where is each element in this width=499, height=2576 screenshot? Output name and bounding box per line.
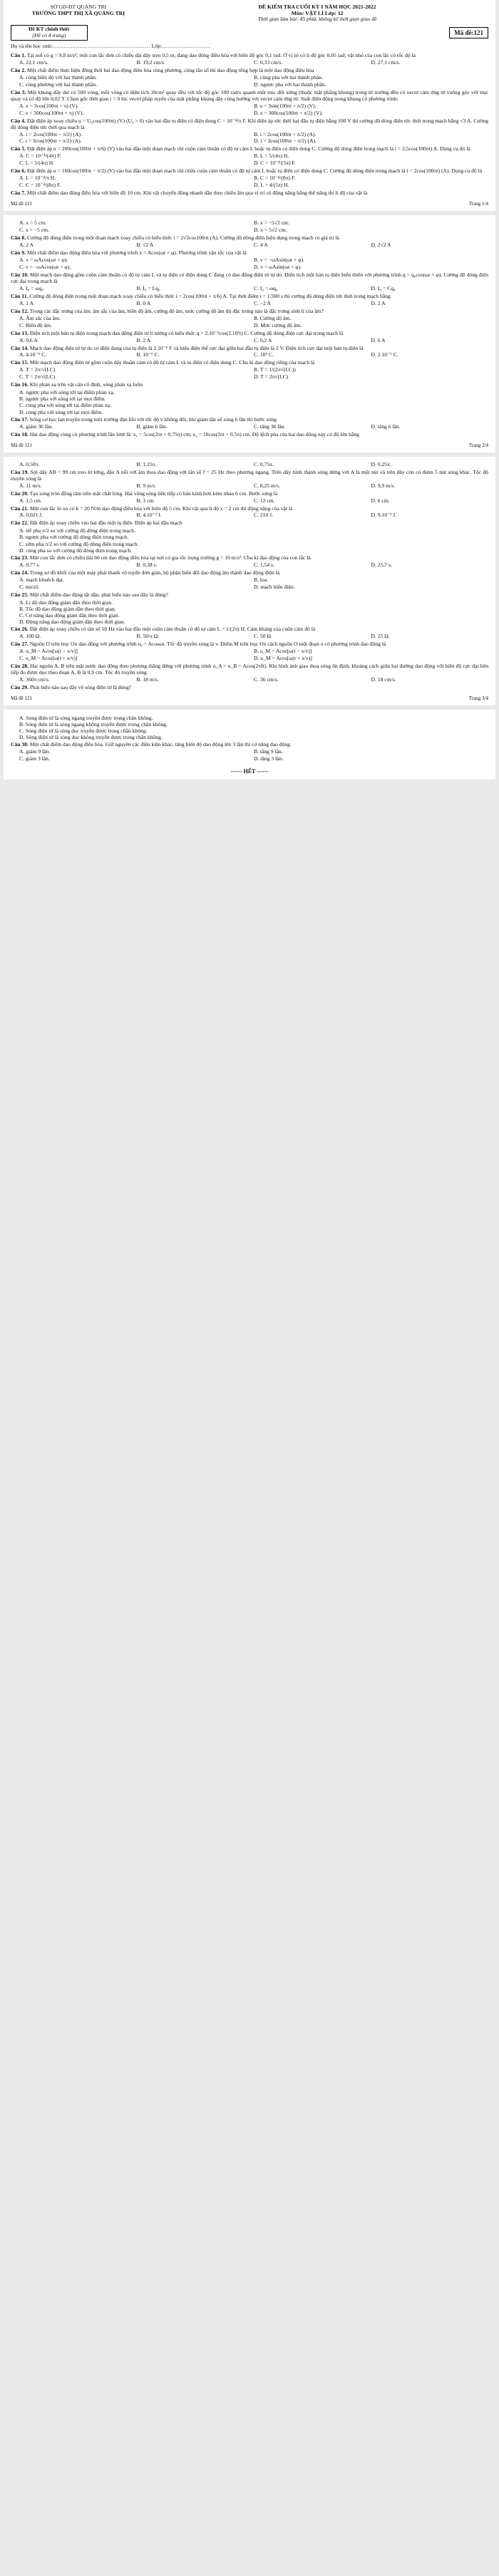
answer-options [19,286,488,292]
answer-option: C. tăng 36 lần. [254,423,286,430]
answer-option: B. i = 2cos(100πt + π/2) (A). [254,130,317,138]
question-text: Một mạch dao động gồm cuộn cảm thuần có độ tự cảm L và tụ điện có điện dung C đang có dao động điện từ tự do. Điện tích một bản tụ điện biến thiên với phương trình q = q₀cos(ωt + φ). Cường độ dòng điện cực đại trong mạch là [11,271,488,284]
answer-option: A. 100 Ω. [19,632,41,639]
question-number: Câu 2. [11,66,26,73]
answer-options [19,562,488,569]
page-footer [11,201,488,207]
answer-option: C. Sóng điện từ là sóng dọc truyền được trong chân không. [19,728,148,735]
question-text: Trong các đặc trưng của âm: âm sắc của âm, biên độ âm, cường độ âm, mức cường độ âm thì đặc trưng nào là đặc trưng sinh lí của âm? [29,307,324,314]
question-text: Khi phản xạ trên vật cản cố định, sóng phản xạ luôn [29,381,143,388]
answer-option: C. 10⁶ C. [254,351,274,358]
answer-option: A. 11 m/s. [19,482,42,489]
question [11,432,488,438]
answer-option: A. 1,5 cm. [19,497,42,504]
answer-option: A. 0,6 A [19,336,38,343]
answer-option: D. 18 cm/s. [371,676,396,683]
answer-option: A. ngược pha với sóng tới tại điểm phản xạ. [19,389,115,396]
answer-option: C. Biên độ âm. [19,321,52,329]
question-number: Câu 26. [11,625,29,632]
question-number: Câu 20. [11,490,29,497]
question [11,346,488,352]
question [11,90,488,103]
answer-option: C. 210 J. [254,512,274,519]
question-text: Một chất điểm dao động tắt dần, phát biểu nào sau đây là đúng? [29,591,168,598]
official-box [11,25,88,41]
question-text: Một chất điểm dao động điều hòa. Giữ nguyên các điều kiện khác, tăng biên độ dao động lên 3 lần thì cơ năng dao động [29,741,290,748]
question-text: Điện tích một bản tụ điện trong mạch dao động điện từ lí tưởng có biểu thức q = 2.10⁻⁶cos(2.10⁶t) C. Cường độ dòng điện cực đại trong mạch là [29,329,344,336]
answer-options [19,715,488,740]
answer-option: C. e = 300cos(100πt + π) (V). [19,109,84,116]
page-footer [11,443,488,448]
question [11,520,488,527]
question-number: Câu 30. [11,741,29,748]
answer-options [19,103,488,117]
answer-option: D. Động năng dao động giảm dần theo thời gian. [19,618,125,625]
answer-option: C. C = 10⁻⁴/(8π) F. [19,182,61,189]
answer-option: A. 2 A [19,242,34,249]
question-text: Một con lắc đơn có chiều dài 60 cm dao động điều hòa tại nơi có gia tốc trọng trường g = 10 m/s². Chu kì dao động của con lắc là [29,554,311,561]
page-footer [11,695,488,701]
answer-option: A. 360π cm/s. [19,676,50,683]
answer-option: B. v = −ωAsin(ωt + φ). [254,257,304,264]
answer-option: D. e = 300cos(100πt + π/2) (V). [254,109,323,116]
question-number: Câu 19. [11,468,29,475]
answer-option: B. L = 5/(4π) H. [254,152,289,160]
question-number: Câu 5. [11,145,26,152]
footer-page-number: Trang 2/4 [468,442,488,448]
student-info-line: Họ và tên học sinh:……………………………………………… Lớp:……………………… [11,43,211,50]
answer-option: A. u_M = Acos[ω(t − x/v)] [19,647,78,654]
answer-options [19,677,488,683]
answer-options [19,577,488,591]
answer-option: A. Sóng điện từ là sóng ngang truyền được trong chân không. [19,714,153,721]
answer-option: A. x = 5 cm. [19,219,47,227]
question-number: Câu 25. [11,591,29,598]
answer-option: D. x = 5√2 cm. [254,227,287,234]
answer-option: B. Sóng điện từ là sóng ngang không truyền được trong chân không. [19,720,168,728]
question [11,491,488,497]
question-number: Câu 13. [11,329,29,336]
answer-option: B. ngược pha với sóng tới tại mọi điểm. [19,395,106,403]
question-number: Câu 17. [11,415,29,423]
answer-options [19,301,488,307]
answer-option: D. C = 10⁻⁴/(5π) F. [254,160,296,167]
answer-option: D. 25 Ω. [371,632,390,639]
question-number: Câu 28. [11,662,29,669]
answer-options [19,648,488,662]
answer-options [19,498,488,505]
exam-code-box: Mã đề:121 [449,27,488,39]
question [11,250,488,257]
question-number: Câu 24. [11,569,29,576]
answer-options [19,462,488,468]
answer-options [19,633,488,640]
answer-option: A. 0,77 s. [19,561,41,568]
answer-option: C. 4 A [254,242,268,249]
answer-option: B. e = 3sin(100πt + π/2) (V). [254,102,317,109]
answer-option: C. 0,2 A [254,336,272,343]
question [11,382,488,388]
question-text: Hai dao động cùng có phương trình lần lượt là: x₁ = 5cos(2πt + 0,75π) cm; x₂ = 10cos(2πt + 0,5π) cm. Độ lệch pha của hai dao động này có độ lớn bằng [29,430,359,438]
question-text: Sợi dây AB = 99 cm treo lơ lửng, đầu A nối với âm thoa dao động với tần số f = 25 Hz theo phương ngang. Trên dây hình thành sóng dừng với A là một nút và trên dây còn có thêm 5 nút sóng khác. Tốc độ truyền sóng là [11,468,488,482]
answer-options [19,175,488,189]
answer-option: C. 0,75π. [254,460,274,467]
answer-option: A. v = ωAcos(ωt + φ). [19,257,68,264]
question-number: Câu 18. [11,430,29,438]
answer-option: B. Cường độ âm. [254,314,292,321]
answer-options [19,424,488,430]
answer-option: D. 2.10⁻⁶ C. [371,351,398,358]
question-text: Một khung dây dẹt có 500 vòng, mỗi vòng có diện tích 30cm² quay đều với tốc độ góc 100 rad/s quanh một trục đối xứng (thuộc mặt phẳng khung) trong từ trường đều có vectơ cảm ứng từ vuông góc với trục quay và có độ lớn 0,02 T. Chọn gốc thời gian t = 0 lúc vectơ pháp tuyến của mặt phẳng khung dây cùng hướng với vectơ cảm ứng từ. Suất điện động trong khung có phương trình: [11,88,488,102]
question [11,309,488,315]
question-text: Đặt điện áp u = 200cos(100πt + π/6) (V) vào hai đầu một đoạn mạch chỉ cuộn cảm thuần có độ tự cảm L hoặc tụ điện có điện dung C. Cường độ dòng điện trong mạch là i = 2,5cos(100πt) A. Dụng cụ đó là [27,145,470,152]
answer-option: B. I₀ = Lq₀ [136,284,160,291]
question-number: Câu 8. [11,234,26,242]
answer-option: D. I₀ = Cq₀ [371,284,396,291]
answer-option: B. 18 m/s. [136,676,159,683]
answer-options [19,153,488,167]
answer-option: D. Mức cường độ âm. [254,321,302,329]
answer-option: C. 36 cm/s. [254,676,279,683]
answer-option: D. T = 2π√(LC) [254,373,289,381]
question-text: Đặt điện áp xoay chiều vào hai đầu một tụ điện. Điện áp hai đầu mạch [29,519,182,527]
question [11,272,488,285]
answer-option: C. 8,25 m/s. [254,482,280,489]
question-number: Câu 7. [11,190,26,197]
question-number: Câu 9. [11,249,26,257]
question-text: Hai nguồn A, B trên mặt nước dao động theo phương thẳng đứng với phương trình u_A = u_B = Acos(2πft). Khi hình ảnh giao thoa sóng ổn định, khoảng cách giữa hai đường dao động với biên độ cực đại liên tiếp đo được dọc theo đoạn A, B là 0,9 cm. Tốc độ truyền sóng [11,662,488,676]
department-name: SỞ GD-ĐT QUẢNG TRỊ [50,4,107,10]
answer-options [19,483,488,490]
answer-option: B. cùng pha với hai thành phần. [254,73,323,81]
answer-options [19,220,488,234]
answer-options [19,316,488,329]
question [11,555,488,562]
question-text: Một chất điểm thực hiện đồng thời hai dao động điều hòa cùng phương, cùng tần số thì dao động tổng hợp là một dao động điều hòa [27,66,314,73]
answer-option: A. trễ pha π/2 so với cường độ dòng điện trong mạch. [19,527,135,534]
exam-page [4,457,495,705]
answer-option: C. I₀ = ωq₀ [254,284,278,291]
answer-option: A. 1 A [19,299,34,306]
answer-option: A. Li độ dao động giảm dần theo thời gian. [19,599,113,606]
question-number: Câu 1. [11,52,26,59]
answer-options [19,242,488,249]
question-number: Câu 4. [11,117,26,124]
answer-option: D. Sóng điện từ là sóng dọc không truyền được trong chân không. [19,734,163,741]
question [11,641,488,648]
answer-option: B. 10⁻⁶ C. [136,351,160,358]
answer-options [19,60,488,66]
question-number: Câu 16. [11,381,29,388]
answer-options [19,512,488,519]
answer-option: C. giảm 3 lần. [19,755,50,762]
question [11,663,488,676]
answer-option: B. 2 A [136,336,151,343]
answer-option: B. C = 10⁻⁴/(8π) F. [254,175,296,182]
question-number: Câu 29. [11,683,29,690]
answer-option: C. sớm pha π/2 so với cường độ dòng điện trong mạch. [19,540,139,547]
question-number: Câu 6. [11,167,26,175]
answer-option: C. 12 cm. [254,497,275,504]
answer-option: B. tăng 9 lần. [254,748,283,755]
question [11,53,488,59]
answer-option: A. giảm 9 lần. [19,748,51,755]
answer-option: A. 0,50π. [19,460,40,467]
footer-exam-code: Mã đề 121 [11,442,32,448]
answer-option: B. u_M = Acos[ω(t − x/v)] [254,647,312,654]
answer-option: D. mạch biến điệu. [254,583,295,590]
answer-option: D. cùng pha so với cường độ dòng điện trong mạch. [19,547,133,554]
question-text: Đặt điện áp u = 160cos(100πt − π/2) (V) vào hai đầu một đoạn mạch chỉ chứa cuộn cảm thuần có độ tự cảm L hoặc tụ điện có điện dung C. Cường độ dòng điện trong mạch là i = 2cos(100πt) (A). Dụng cụ đó là [27,167,483,175]
exam-title: ĐỀ KIỂM TRA CUỐI KỲ I NĂM HỌC 2021-2022 [258,4,376,10]
question-number: Câu 27. [11,640,29,647]
question [11,331,488,337]
end-marker: ------ HẾT ------ [230,768,269,775]
exam-box-row [11,25,488,41]
answer-option: D. 2√2 A [371,242,391,249]
answer-options [19,257,488,271]
answer-options [19,389,488,415]
answer-option: A. 4.10⁻⁶ C. [19,351,47,358]
answer-option: C. i = 3cos(100πt + π/2) (A). [19,138,82,145]
answer-options [19,352,488,358]
answer-option: B. ngược pha với cường độ dòng điện trong mạch. [19,534,129,541]
question [11,146,488,152]
answer-option: D. 9,9 m/s. [371,482,396,489]
school-name: TRƯỜNG THPT THỊ XÃ QUẢNG TRỊ [31,9,125,16]
answer-option: B. giảm 6 lần. [136,423,168,430]
question-text: Đặt điện áp xoay chiều có tần số 50 Hz vào hai đầu một cuộn cảm thuần có độ tự cảm L = 1/(2π) H. Cảm kháng của cuộn cảm đó là [29,625,316,632]
answer-option: C. u_M = Acos[ω(t + x/v)] [19,654,78,661]
answer-option: A. cùng biên độ với hai thành phần. [19,73,97,81]
question-text: Nguồn O trên trục Ox dao động với phương trình u₀ = Acosωt. Tốc độ truyền sóng là v. Điểm M trên trục Ox cách nguồn O một đoạn x có phương trình dao động là [29,640,386,647]
answer-options [19,338,488,344]
question [11,506,488,512]
answer-option: B. 0 A [136,299,151,306]
answer-options [19,749,488,762]
footer-page-number: Trang 3/4 [468,695,488,701]
answer-option: B. 1,25π. [136,460,157,467]
answer-option: C. cùng pha với sóng tới tại điểm phản xạ. [19,402,111,409]
question [11,235,488,242]
answer-option: D. tăng 6 lần. [371,423,401,430]
answer-option: B. 4.10⁻³ J. [136,512,162,519]
question-number: Câu 14. [11,344,29,351]
answer-option: A. I₀ = ωq₀ [19,284,43,291]
question [11,417,488,423]
answer-options [19,132,488,145]
answer-option: D. ngược pha với hai thành phần. [254,81,326,88]
question-text: Sóng cơ học lan truyền trong môi trường đàn hồi với tốc độ v không đổi, khi giảm tần số sóng 6 lần thì bước sóng [29,415,277,423]
answer-option: B. 0,38 s. [136,561,158,568]
answer-option: A. i = 2cos(100πt − π/2) (A). [19,130,82,138]
question-number: Câu 12. [11,307,29,314]
answer-option: D. i = 3cos(100πt − π/2) (A). [254,138,317,145]
question [11,118,488,131]
answer-option: D. cùng pha với sóng tới tại mọi điểm. [19,408,103,415]
question-text: Trong sơ đồ khối của một máy phát thanh vô tuyến đơn giản, bộ phận biến đổi dao động âm thành dao động điện là [29,569,280,576]
answer-option: C. 1,54 s. [254,561,274,568]
question-number: Câu 22. [11,519,29,527]
answer-option: A. mạch khuếch đại. [19,576,64,583]
footer-exam-code: Mã đề 121 [11,201,32,207]
answer-option: C. cùng phương với hai thành phần. [19,81,98,88]
exam-info [146,4,488,23]
question [11,68,488,74]
question [11,470,488,482]
answer-option: A. C = 10⁻⁴/(4π) F. [19,152,61,160]
subject-line: Môn: VẬT LÍ Lớp: 12 [291,9,344,16]
question [11,294,488,300]
answer-option: D. 25,7 s. [371,561,392,568]
question [11,168,488,175]
answer-option: C. L = 5/(4π) H. [19,160,55,167]
answer-option: A. 22,1 cm/s. [19,58,48,66]
answer-option: A. e = 3cos(100πt + π) (V). [19,102,79,109]
answer-option: C. v = −ωAcos(ωt + φ). [19,264,71,271]
question [11,570,488,576]
page-count-label: (Đề có 4 trang) [32,32,66,39]
question [11,360,488,366]
answer-option: A. T = 2π/√(LC) [19,366,56,373]
school-info [11,4,146,23]
answer-option: B. 19,2 cm/s. [136,58,165,66]
answer-option: B. x = −5√2 cm. [254,219,289,227]
question-text: Một chất điểm dao động điều hòa với phương trình x = Acos(ωt + φ). Phương trình vận tốc của vật là [27,249,247,257]
time-line: Thời gian làm bài: 45 phút, không kể thời gian giao đề [257,16,377,23]
question [11,742,488,748]
question-text: Một mạch dao động điện từ gồm cuộn dây thuần cảm có độ tự cảm L và tụ điện có điện dung C. Chu kì dao động riêng của mạch là [29,359,315,366]
answer-option: C. T = 2π/√(LC) [19,373,55,381]
answer-option: D. 27,1 cm/s. [371,58,401,66]
exam-header [11,4,488,23]
question-text: Tại nơi có g = 9,8 m/s²; một con lắc đơn có chiều dài dây treo 0,5 m; đang dao động điều hòa với biên độ góc 0,1 rad. Ở vị trí có li độ góc 0,05 rad; vật nhỏ của con lắc có tốc độ là [26,52,416,59]
answer-option: D. u_M = Acos[ω(t + x/v)] [254,654,312,661]
answer-option: A. giảm 36 lần. [19,423,53,430]
question-text: Tạo sóng tròn đồng tâm trên mặt chất lỏng. Hai vòng sóng liên tiếp có bán kính hơn kém nhau 6 cm. Bước sóng là [29,490,278,497]
answer-option: A. 0,021 J. [19,512,43,519]
question [11,626,488,633]
answer-option: C. 0,33 cm/s. [254,58,283,66]
answer-option: B. Tốc độ dao động giảm dần theo thời gian. [19,605,116,612]
question-text: Một chất điểm dao động điều hòa với biên độ 10 cm. Khi vật chuyển động nhanh dần theo chiều âm qua vị trí có động năng bằng thế năng thì li độ của vật là [27,190,368,197]
question-number: Câu 10. [11,271,29,278]
answer-option: A. L = 10⁻⁴/π H. [19,175,56,182]
question-number: Câu 11. [11,292,29,299]
question-text: Phát biểu nào sau đây về sóng điện từ là đúng? [29,683,132,690]
answer-option: B. loa. [254,576,269,583]
answer-options [19,75,488,88]
answer-option: C. micrô. [19,583,40,590]
answer-option: D. v = ωAsin(ωt + φ). [254,264,302,271]
answer-options [19,367,488,381]
exam-page [4,710,495,780]
answer-option: B. T = 1/(2π√(LC)) [254,366,296,373]
answer-option: D. tăng 3 lần. [254,755,284,762]
question [11,685,488,691]
answer-option: D. 6 cm. [371,497,390,504]
question [11,190,488,197]
answer-option: C. x = −5 cm. [19,227,49,234]
answer-option: B. 3 cm. [136,497,155,504]
answer-option: B. 9 m/s. [136,482,156,489]
answer-option: A. Âm sắc của âm. [19,314,61,321]
footer-page-number: Trang 1/4 [468,201,488,207]
answer-option: C. −2 A [254,299,271,306]
answer-option: B. √2 A [136,242,154,249]
question-text: Cường độ dòng điện trong một đoạn mạch xoay chiều có biểu thức i = 2√2cos100πt (A). Cường độ dòng điện hiệu dụng trong mạch có giá trị là [27,234,339,242]
question-text: Cường độ dòng điện trong một đoạn mạch xoay chiều có biểu thức i = 2cos(100πt + π/6) A. Tại thời điểm t = 1/300 s thì cường độ dòng điện tức thời trong mạch bằng [29,292,391,299]
answer-option: D. L = 4/(5π) H. [254,182,289,189]
question-number: Câu 3. [11,88,26,95]
question-text: Một con lắc lò xo có k = 20 N/m dao động điều hòa với biên độ 5 cm. Khi vật qua li độ x = 2 cm thì động năng của vật là [29,505,293,512]
exam-page [4,215,495,452]
footer-exam-code: Mã đề 121 [11,695,32,701]
question [11,592,488,599]
answer-option: D. 0,25π. [371,460,391,467]
answer-option: C. 50 Ω. [254,632,272,639]
answer-option: B. 50/π Ω. [136,632,160,639]
exam-document [0,0,499,780]
answer-options [19,599,488,625]
question-number: Câu 23. [11,554,29,561]
answer-option: D. 9.10⁻³ J. [371,512,397,519]
question-text: Mạch dao động điện từ tự do có điện dung của tụ điện là 2.10⁻⁶ F và hiệu điện thế cực đại giữa hai đầu tụ điện là 2 V. Điện tích cực đại một bản tụ điện là [29,344,364,351]
question-number: Câu 21. [11,505,29,512]
official-label: Đề KT chính thức [28,26,71,33]
answer-option: D. 6 A [371,336,386,343]
answer-options [19,527,488,553]
answer-option: C. Cơ năng dao động giảm dần theo thời gian. [19,611,120,619]
question-text: Đặt điện áp xoay chiều u = U₀cos(100πt) (V) (U₀ > 0) vào hai đầu tụ điện có điện dung C = 10⁻⁴/π F. Khi điện áp tức thời hai đầu tụ điện bằng 100 V thì cường độ dòng điện tức thời trong mạch bằng √3 A. Cường độ dòng điện tức thời qua mạch là [11,117,488,130]
answer-option: D. 2 A [371,299,386,306]
exam-page [4,0,495,211]
question-number: Câu 15. [11,359,29,366]
